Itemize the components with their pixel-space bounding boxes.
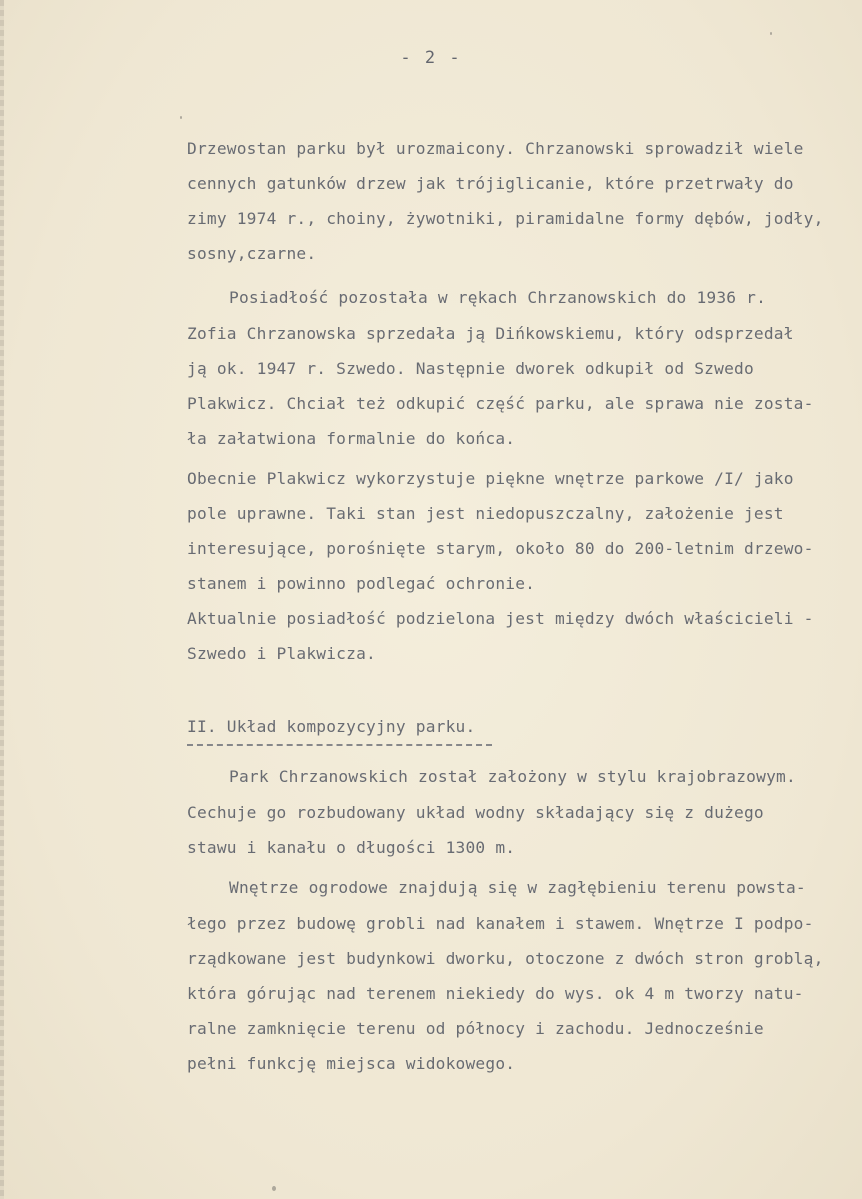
text-line: łego przez budowę grobli nad kanałem i stawem. Wnętrze I podpo- bbox=[187, 914, 814, 933]
text-line: Obecnie Plakwicz wykorzystuje piękne wnętrze parkowe /I/ jako bbox=[187, 469, 794, 488]
text-line: Plakwicz. Chciał też odkupić część parku, ale sprawa nie zosta- bbox=[187, 394, 814, 413]
text-line: Zofia Chrzanowska sprzedała ją Dińkowskiemu, który odsprzedał bbox=[187, 324, 794, 343]
page-edge bbox=[0, 0, 4, 1199]
text-line: stanem i powinno podlegać ochronie. bbox=[187, 574, 536, 593]
paper-speck bbox=[272, 1186, 276, 1191]
text-line: ją ok. 1947 r. Szwedo. Następnie dworek odkupił od Szwedo bbox=[187, 359, 754, 378]
text-line: pole uprawne. Taki stan jest niedopuszczalny, założenie jest bbox=[187, 504, 784, 523]
text-line: Drzewostan parku był urozmaicony. Chrzanowski sprowadził wiele bbox=[187, 139, 804, 158]
paper-speck bbox=[180, 116, 182, 119]
text-line: ralne zamknięcie terenu od północy i zachodu. Jednocześnie bbox=[187, 1019, 764, 1038]
text-line: stawu i kanału o długości 1300 m. bbox=[187, 838, 516, 857]
text-line: cennych gatunków drzew jak trójiglicanie, które przetrwały do bbox=[187, 174, 794, 193]
text-line: Wnętrze ogrodowe znajdują się w zagłębieniu terenu powsta- bbox=[229, 878, 806, 897]
text-line: interesujące, porośnięte starym, około 80 do 200-letnim drzewo- bbox=[187, 539, 814, 558]
text-line: zimy 1974 r., choiny, żywotniki, piramidalne formy dębów, jodły, bbox=[187, 209, 824, 228]
page-number: - 2 - bbox=[400, 48, 462, 68]
paper-speck bbox=[770, 32, 772, 35]
text-line: Park Chrzanowskich został założony w stylu krajobrazowym. bbox=[229, 767, 796, 786]
text-line: Szwedo i Plakwicza. bbox=[187, 644, 376, 663]
text-line: Aktualnie posiadłość podzielona jest między dwóch właścicieli - bbox=[187, 609, 814, 628]
section-heading: II. Układ kompozycyjny parku. bbox=[187, 717, 476, 736]
text-line: ła załatwiona formalnie do końca. bbox=[187, 429, 516, 448]
text-line: Posiadłość pozostała w rękach Chrzanowskich do 1936 r. bbox=[229, 288, 767, 307]
heading-underline bbox=[187, 744, 492, 746]
text-line: która górując nad terenem niekiedy do wys. ok 4 m tworzy natu- bbox=[187, 984, 804, 1003]
text-line: sosny,czarne. bbox=[187, 244, 317, 263]
text-line: Cechuje go rozbudowany układ wodny składający się z dużego bbox=[187, 803, 764, 822]
text-line: pełni funkcję miejsca widokowego. bbox=[187, 1054, 516, 1073]
text-line: rządkowane jest budynkowi dworku, otoczone z dwóch stron groblą, bbox=[187, 949, 824, 968]
